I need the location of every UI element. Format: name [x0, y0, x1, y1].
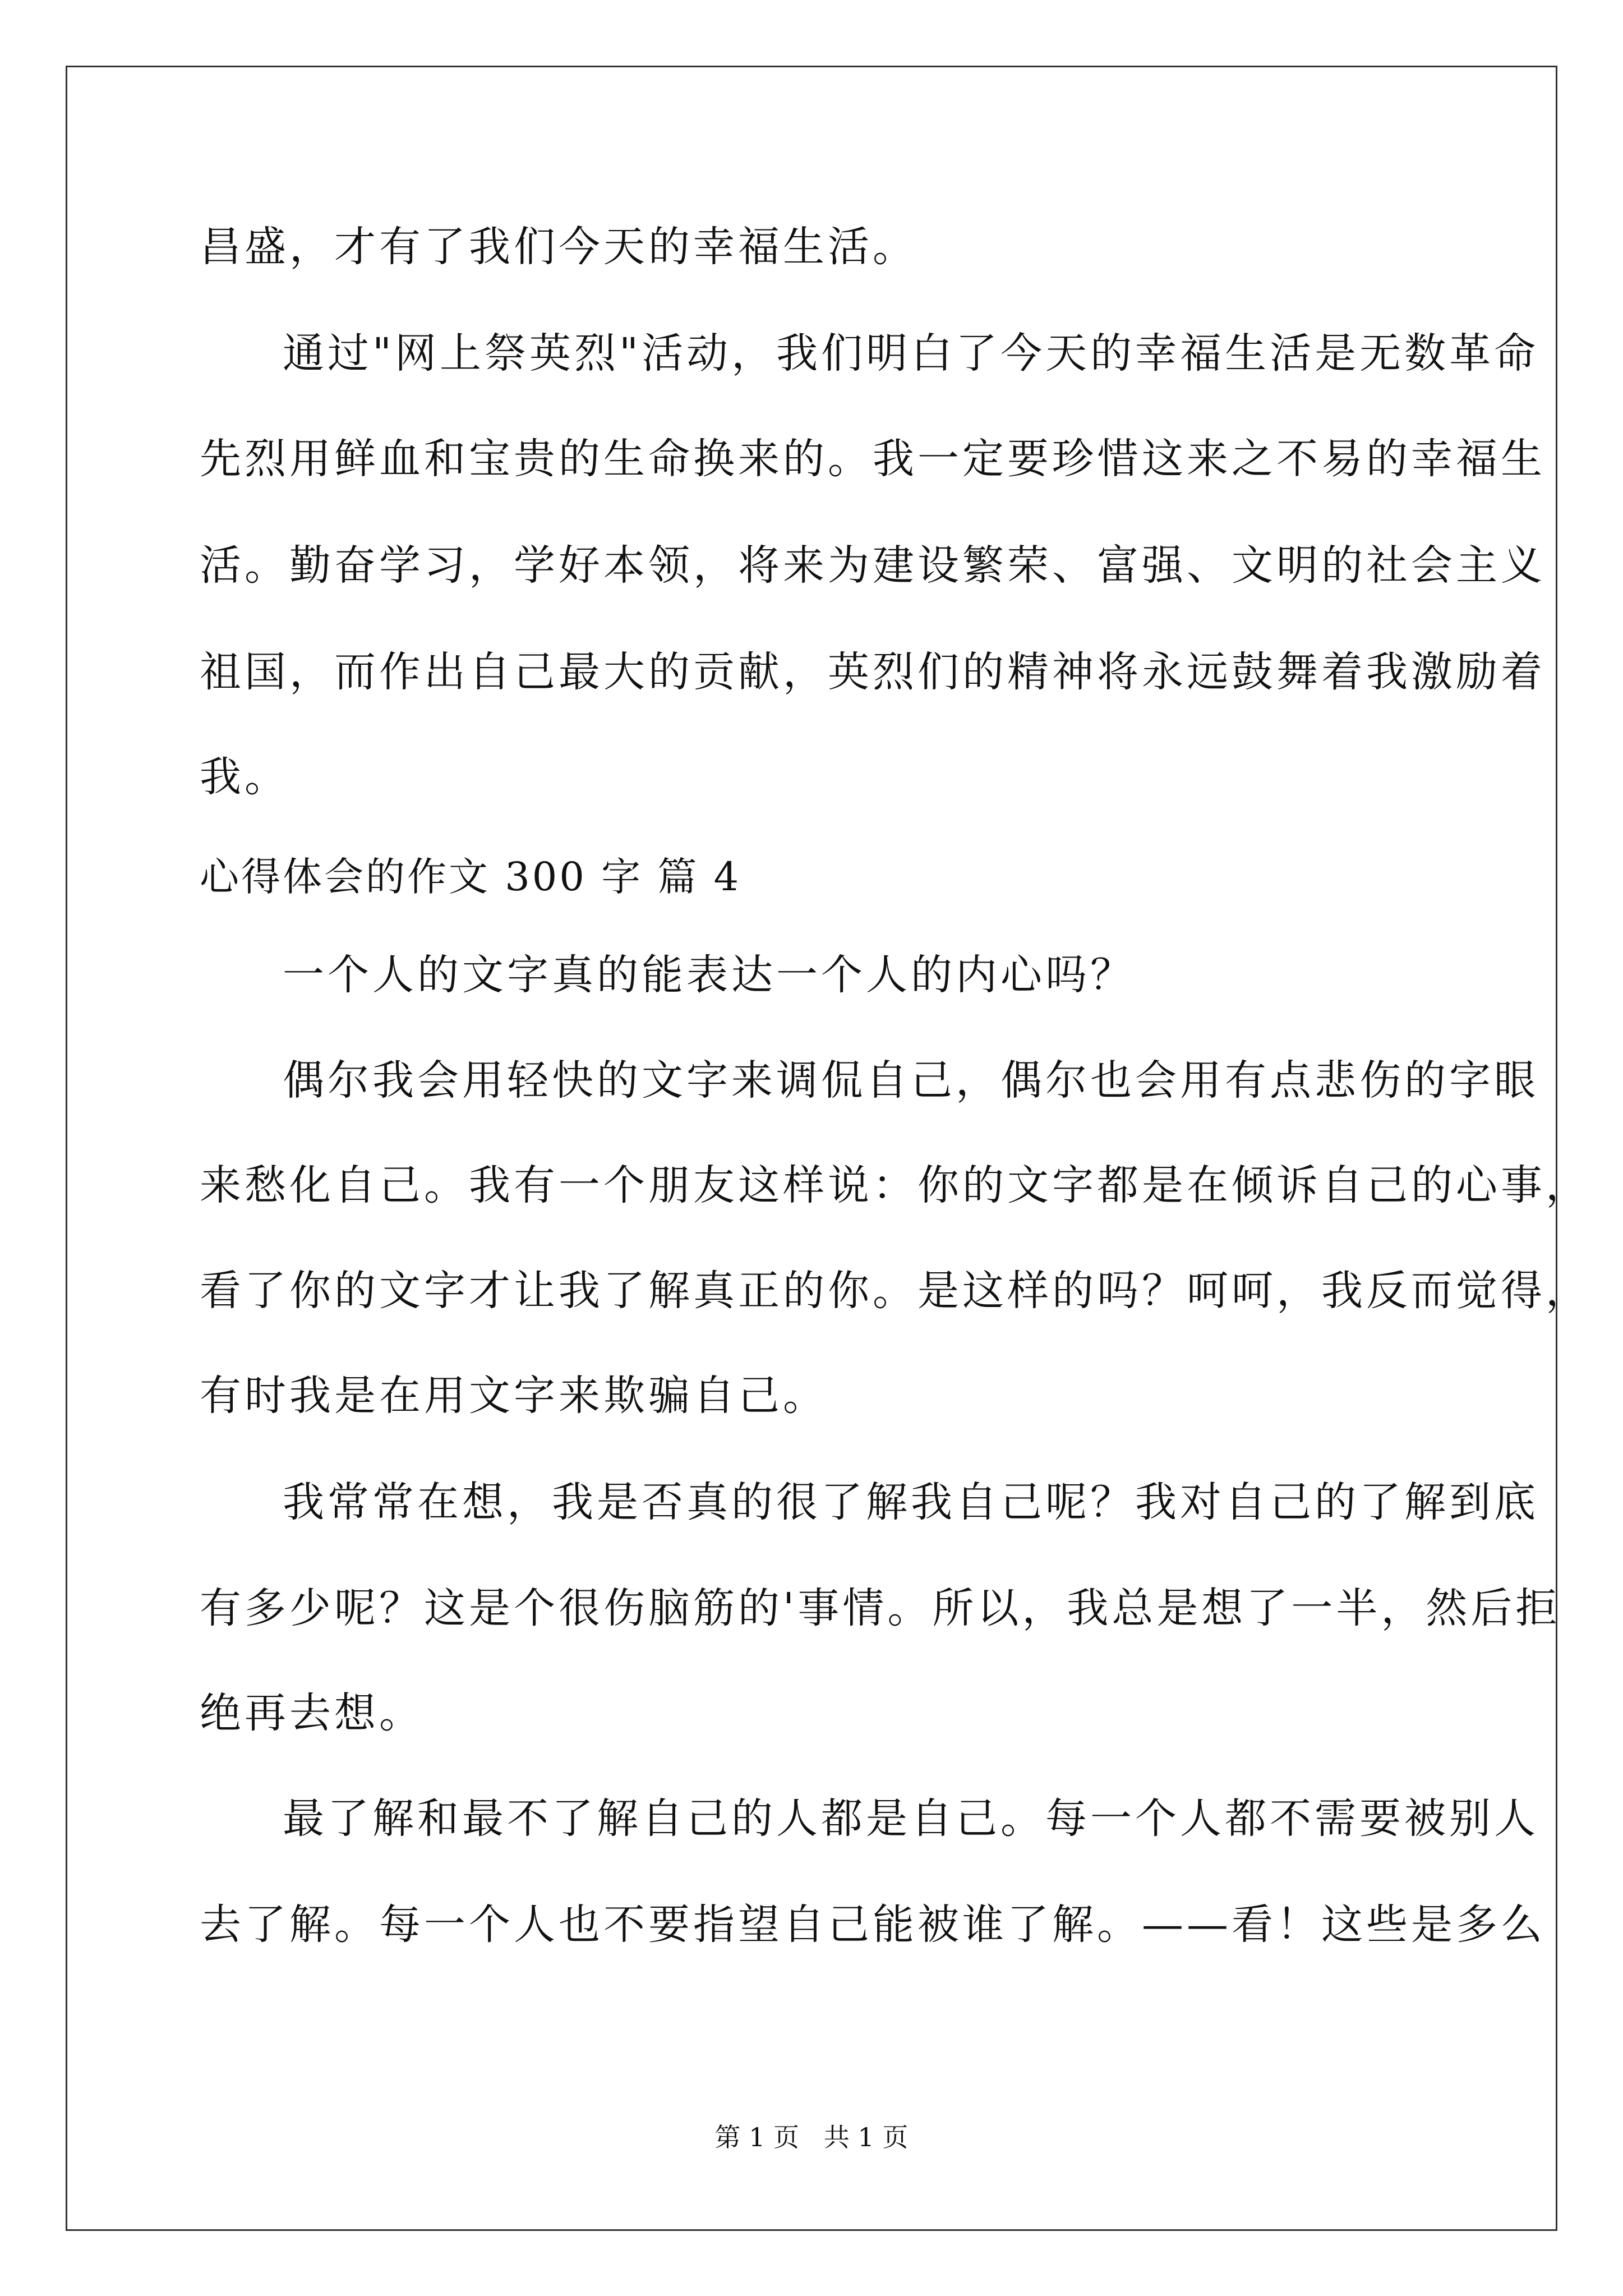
section-heading: 心得体会的作文 300 字 篇 4	[200, 854, 741, 900]
paragraph-line: 昌盛，才有了我们今天的幸福生活。	[200, 223, 917, 271]
paragraph-line: 通过"网上祭英烈"活动，我们明白了今天的幸福生活是无数革命	[283, 329, 1539, 378]
paragraph-line: 活。勤奋学习，学好本领，将来为建设繁荣、富强、文明的社会主义	[200, 541, 1546, 590]
paragraph-line: 最了解和最不了解自己的人都是自己。每一个人都不需要被别人	[283, 1795, 1539, 1843]
paragraph-line: 我。	[200, 753, 289, 801]
paragraph-line: 我常常在想，我是否真的很了解我自己呢？我对自己的了解到底	[283, 1478, 1539, 1526]
paragraph-line: 有时我是在用文字来欺骗自己。	[200, 1372, 828, 1420]
paragraph-line: 祖国，而作出自己最大的贡献，英烈们的精神将永远鼓舞着我激励着	[200, 648, 1546, 696]
paragraph-line: 绝再去想。	[200, 1689, 424, 1737]
paragraph-line: 看了你的文字才让我了解真正的你。是这样的吗？呵呵，我反而觉得，	[200, 1267, 1590, 1315]
paragraph-line: 先烈用鲜血和宝贵的生命换来的。我一定要珍惜这来之不易的幸福生	[200, 435, 1546, 483]
paragraph-line: 去了解。每一个人也不要指望自己能被谁了解。——看！这些是多么	[200, 1901, 1546, 1949]
paragraph-line: 有多少呢？这是个很伤脑筋的'事情。所以，我总是想了一半，然后拒	[200, 1584, 1561, 1632]
paragraph-line: 一个人的文字真的能表达一个人的内心吗？	[283, 951, 1135, 999]
paragraph-line: 偶尔我会用轻快的文字来调侃自己，偶尔也会用有点悲伤的字眼	[283, 1056, 1539, 1105]
page-number-footer: 第 1 页 共 1 页	[714, 2122, 909, 2152]
paragraph-line: 来愁化自己。我有一个朋友这样说：你的文字都是在倾诉自己的心事，	[200, 1161, 1590, 1209]
